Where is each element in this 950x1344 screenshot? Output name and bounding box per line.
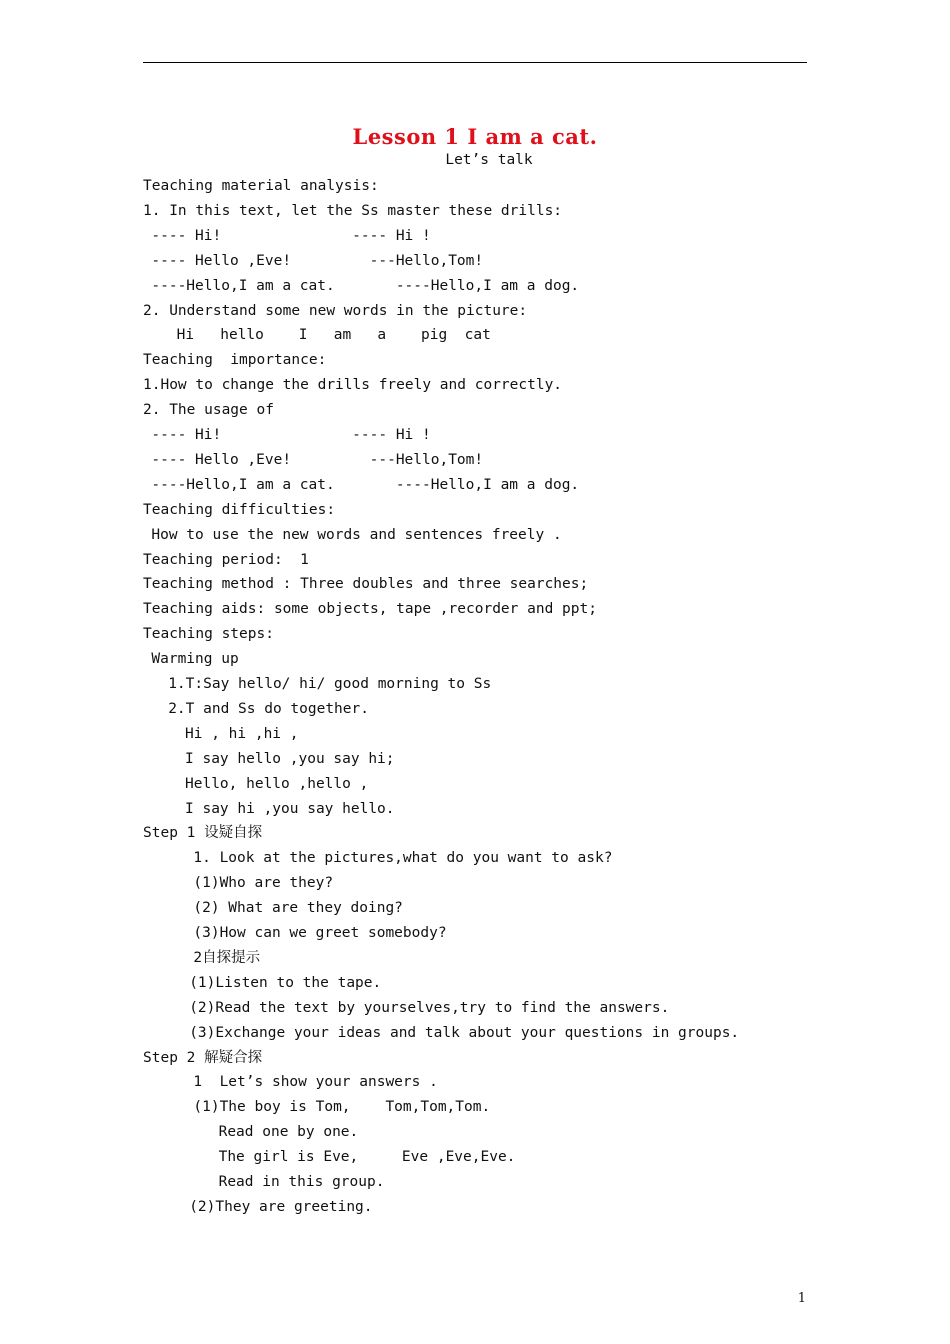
text-line: ---- Hello ,Eve! ---Hello,Tom! xyxy=(151,252,484,269)
text-line: ---- Hi! ---- Hi ! xyxy=(151,427,431,443)
text-line: The girl is Eve, Eve ,Eve,Eve. xyxy=(218,1149,516,1166)
text-line: Teaching steps: xyxy=(143,626,274,643)
text-line: Teaching difficulties: xyxy=(143,501,336,518)
text-line: 2.T and Ss do together. xyxy=(168,700,369,717)
text-line: Read in this group. xyxy=(218,1174,385,1190)
text-line: 2. Understand some new words in the picture: xyxy=(143,302,528,319)
text-line: 1.How to change the drills freely and correctly. xyxy=(143,377,563,394)
text-line: (2)They are greeting. xyxy=(189,1198,373,1215)
text-line: 1. Look at the pictures,what do you want to ask? xyxy=(193,850,613,867)
header-rule xyxy=(143,62,807,63)
text-line: 2自探提示 xyxy=(193,949,261,966)
text-line: I say hi ,you say hello. xyxy=(185,800,395,817)
text-line: Teaching aids: some objects, tape ,recorder and ppt; xyxy=(143,601,597,618)
text-line: 1.T:Say hello/ hi/ good morning to Ss xyxy=(168,676,492,692)
text-line: Teaching period: 1 xyxy=(143,551,309,568)
text-line: (3)How can we greet somebody? xyxy=(193,925,447,941)
text-line: Teaching importance: xyxy=(143,352,327,369)
lesson-title: Lesson 1 I am a cat. xyxy=(352,124,598,149)
text-line: Step 2 解疑合探 xyxy=(143,1049,263,1066)
page-number: 1 xyxy=(797,1291,806,1306)
text-line: Teaching method : Three doubles and three searches; xyxy=(143,576,589,593)
text-line: (2) What are they doing? xyxy=(193,900,403,917)
text-line: ----Hello,I am a cat. ----Hello,I am a dog. xyxy=(151,476,580,493)
text-line: 2. The usage of xyxy=(143,402,274,419)
text-line: (2)Read the text by yourselves,try to find the answers. xyxy=(189,999,670,1016)
text-line: (3)Exchange your ideas and talk about your questions in groups. xyxy=(189,1024,740,1041)
text-line: I say hello ,you say hi; xyxy=(185,750,395,767)
text-line: 1. In this text, let the Ss master these drills: xyxy=(143,202,563,219)
text-line: Warming up xyxy=(151,651,239,668)
text-line: Teaching material analysis: xyxy=(143,178,379,194)
text-line: Hi , hi ,hi , xyxy=(185,725,299,742)
lesson-subtitle: Let’s talk xyxy=(445,152,533,168)
text-line: Read one by one. xyxy=(218,1124,359,1141)
text-line: Hi hello I am a pig cat xyxy=(176,327,491,344)
text-line: (1)The boy is Tom, Tom,Tom,Tom. xyxy=(193,1099,491,1116)
text-line: (1)Listen to the tape. xyxy=(189,974,382,991)
text-line: ---- Hi! ---- Hi ! xyxy=(151,227,431,244)
text-line: How to use the new words and sentences freely . xyxy=(151,526,562,543)
text-line: (1)Who are they? xyxy=(193,875,334,892)
text-line: ---- Hello ,Eve! ---Hello,Tom! xyxy=(151,451,484,468)
text-line: Hello, hello ,hello , xyxy=(185,775,369,792)
text-line: Step 1 设疑自探 xyxy=(143,825,263,842)
text-line: ----Hello,I am a cat. ----Hello,I am a dog. xyxy=(151,277,580,294)
text-line: 1 Let’s show your answers . xyxy=(193,1074,438,1091)
